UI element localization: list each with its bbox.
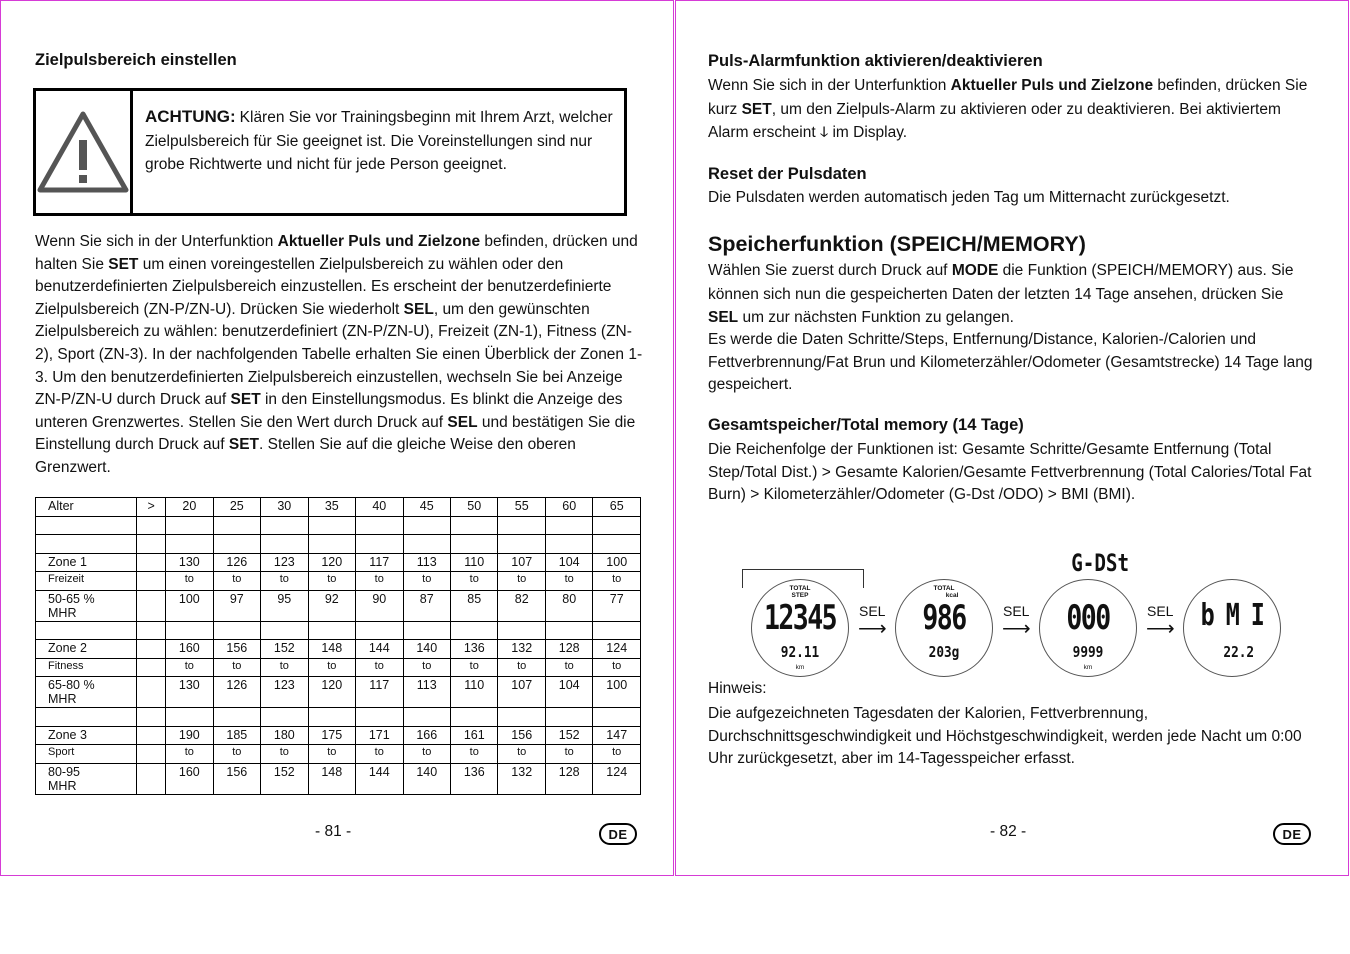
text-run: um zur nächsten Funktion zu gelangen.: [738, 309, 1014, 326]
table-cell: 45: [403, 498, 450, 517]
table-cell: [403, 535, 450, 554]
row-label: Zone 1: [36, 553, 137, 572]
table-cell: 148: [308, 763, 355, 794]
text-run: , um den Zielpuls-Alarm zu aktivieren oder zu deaktivieren. Bei aktiviertem Alarm erscheint: [708, 100, 1281, 141]
table-cell: [451, 708, 498, 727]
table-cell: 100: [593, 553, 641, 572]
table-cell: [137, 708, 166, 727]
watch-main-value: 12345: [763, 598, 837, 638]
table-cell: [356, 621, 403, 640]
table-cell: [137, 621, 166, 640]
watch-unit: km: [1083, 664, 1093, 671]
table-cell: to: [451, 572, 498, 591]
table-row: [36, 535, 641, 554]
left-page: [0, 0, 674, 876]
table-cell: 97: [213, 590, 260, 621]
table-cell: [593, 708, 641, 727]
table-cell: 160: [166, 763, 213, 794]
table-cell: 175: [308, 726, 355, 745]
table-cell: [213, 621, 260, 640]
watch-sub-value: 9999: [1072, 643, 1104, 661]
table-cell: [166, 516, 213, 535]
table-cell: to: [213, 745, 260, 764]
table-cell: [308, 516, 355, 535]
table-cell: [137, 553, 166, 572]
table-cell: 128: [545, 640, 592, 659]
sel-label-3: SEL: [1147, 603, 1174, 619]
table-cell: [137, 535, 166, 554]
table-row: [36, 621, 641, 640]
warning-message: Klären Sie vor Trainingsbeginn mit Ihrem Arzt, welcher Zielpulsbereich für Sie geeignet ist. Die Voreinstellungen sind nur grobe Richtwerte und nicht für jede Person geeignet.: [145, 109, 613, 173]
table-cell: to: [593, 658, 641, 677]
table-cell: to: [213, 572, 260, 591]
section-heading-reset: Reset der Pulsdaten: [708, 165, 867, 183]
table-cell: [308, 708, 355, 727]
table-cell: 130: [166, 677, 213, 708]
text-run: die Funktion (SPEICH/MEMORY) aus. Sie können sich nun die gespeicherten Daten der letzten 14 Tage ansehen, drücken Sie: [708, 262, 1294, 303]
memory-instructions: [708, 259, 1316, 330]
table-cell: to: [166, 658, 213, 677]
table-cell: to: [166, 572, 213, 591]
table-cell: 113: [403, 553, 450, 572]
text-run: , um den gewünschten Zielpulsbereich zu wählen: benutzerdefiniert (ZN-P/ZN-U), Freizeit (ZN-1), Fitness (ZN-2), Sport (ZN-3). In der nachfolgenden Tabelle erhalten Sie einen Überblick der Zonen 1-3. Um den benutzerdefinierten Zielpulsbereich einzustellen, wechseln Sie bei Anzeige ZN-P/ZN-U durch Druck auf: [35, 300, 643, 409]
table-cell: [213, 516, 260, 535]
table-cell: to: [261, 658, 308, 677]
table-cell: to: [308, 572, 355, 591]
row-label: Fitness: [36, 658, 137, 677]
table-cell: >: [137, 498, 166, 517]
table-row: [36, 572, 641, 591]
table-cell: [166, 621, 213, 640]
table-cell: 117: [356, 553, 403, 572]
row-label: [36, 535, 137, 554]
table-cell: 55: [498, 498, 545, 517]
warning-text: [133, 91, 624, 213]
table-cell: 40: [356, 498, 403, 517]
table-cell: 136: [451, 640, 498, 659]
table-cell: to: [545, 658, 592, 677]
table-cell: [545, 708, 592, 727]
language-badge-right: DE: [1273, 823, 1311, 845]
warning-box: [33, 88, 627, 216]
table-cell: [356, 535, 403, 554]
table-cell: [137, 677, 166, 708]
table-row: [36, 658, 641, 677]
alarm-icon: ↆ: [819, 124, 829, 141]
table-cell: 107: [498, 553, 545, 572]
watch-display-odometer: [1039, 579, 1137, 677]
table-cell: 100: [593, 677, 641, 708]
table-cell: to: [403, 658, 450, 677]
heart-rate-zone-table: [35, 497, 641, 795]
keyword: SET: [228, 436, 260, 454]
table-cell: 180: [261, 726, 308, 745]
table-cell: 35: [308, 498, 355, 517]
sel-label-1: SEL: [859, 603, 886, 619]
table-cell: [261, 621, 308, 640]
alarm-instructions: [708, 74, 1316, 145]
table-cell: 107: [498, 677, 545, 708]
table-cell: 140: [403, 763, 450, 794]
table-cell: [137, 640, 166, 659]
table-cell: 132: [498, 640, 545, 659]
sel-label-2: SEL: [1003, 603, 1030, 619]
table-cell: 87: [403, 590, 450, 621]
text-run: befinden, drücken Sie kurz: [708, 77, 1308, 118]
table-cell: 126: [213, 553, 260, 572]
keyword: SEL: [403, 300, 434, 318]
text-run: in den Einstellungsmodus. Es blinkt die Anzeige des unteren Grenzwertes. Stellen Sie den Wert durch Druck auf: [35, 391, 623, 431]
table-row: [36, 745, 641, 764]
table-cell: 120: [308, 677, 355, 708]
table-cell: to: [261, 745, 308, 764]
table-cell: [498, 535, 545, 554]
page-number-right: - 82 -: [990, 823, 1027, 840]
arrow-right-icon: ⟶: [858, 618, 887, 640]
table-cell: to: [593, 572, 641, 591]
keyword: SET: [741, 100, 772, 118]
table-cell: [356, 708, 403, 727]
table-cell: [498, 708, 545, 727]
row-label: Freizeit: [36, 572, 137, 591]
table-cell: 100: [166, 590, 213, 621]
table-cell: [545, 516, 592, 535]
table-cell: to: [356, 745, 403, 764]
table-cell: 123: [261, 677, 308, 708]
table-cell: [545, 535, 592, 554]
table-cell: 110: [451, 553, 498, 572]
watch-display-total-kcal: [895, 579, 993, 677]
table-cell: 90: [356, 590, 403, 621]
table-cell: 148: [308, 640, 355, 659]
table-cell: 128: [545, 763, 592, 794]
table-cell: to: [356, 572, 403, 591]
table-cell: 160: [166, 640, 213, 659]
table-cell: to: [498, 745, 545, 764]
table-cell: to: [308, 658, 355, 677]
table-cell: 80: [545, 590, 592, 621]
table-cell: to: [166, 745, 213, 764]
warning-icon: [36, 91, 133, 213]
table-cell: 124: [593, 763, 641, 794]
table-cell: 140: [403, 640, 450, 659]
table-cell: to: [451, 658, 498, 677]
watch-top-label: TOTAL STEP: [789, 585, 811, 599]
table-cell: to: [593, 745, 641, 764]
table-cell: 156: [213, 763, 260, 794]
text-run: Wenn Sie sich in der Unterfunktion: [708, 77, 951, 94]
table-cell: [403, 516, 450, 535]
text-run: befinden, drücken und halten Sie: [35, 233, 638, 273]
table-cell: [261, 708, 308, 727]
keyword: Aktueller Puls und Zielzone: [277, 233, 481, 250]
watch-main-value: b M I: [1200, 598, 1264, 633]
table-cell: 60: [545, 498, 592, 517]
row-label: Zone 3: [36, 726, 137, 745]
table-cell: [498, 621, 545, 640]
watch-main-value: 986: [922, 598, 966, 638]
arrow-right-icon: ⟶: [1002, 618, 1031, 640]
table-cell: 132: [498, 763, 545, 794]
table-cell: 65: [593, 498, 641, 517]
table-cell: to: [498, 658, 545, 677]
table-cell: 152: [545, 726, 592, 745]
row-label: [36, 621, 137, 640]
hint-heading: Hinweis:: [708, 680, 767, 697]
table-row: [36, 640, 641, 659]
watch-main-value: 000: [1066, 598, 1110, 638]
language-badge-left: DE: [599, 823, 637, 845]
section-heading-total-memory: Gesamtspeicher/Total memory (14 Tage): [708, 416, 1024, 434]
table-cell: to: [498, 572, 545, 591]
table-cell: to: [403, 745, 450, 764]
table-cell: to: [308, 745, 355, 764]
table-cell: 136: [451, 763, 498, 794]
table-cell: [261, 535, 308, 554]
table-cell: [451, 516, 498, 535]
table-cell: to: [451, 745, 498, 764]
table-cell: to: [213, 658, 260, 677]
keyword: SEL: [447, 413, 478, 431]
table-cell: 110: [451, 677, 498, 708]
reset-text: Die Pulsdaten werden automatisch jeden Tag um Mitternacht zurückgesetzt.: [708, 189, 1230, 206]
section-heading-memory: Speicherfunktion (SPEICH/MEMORY): [708, 232, 1086, 256]
table-cell: 82: [498, 590, 545, 621]
table-row: [36, 708, 641, 727]
table-cell: 144: [356, 640, 403, 659]
table-cell: [498, 516, 545, 535]
row-label: 80-95 MHR: [36, 763, 137, 794]
table-cell: [166, 708, 213, 727]
table-cell: [593, 621, 641, 640]
arrow-right-icon: ⟶: [1146, 618, 1175, 640]
warning-label: ACHTUNG:: [145, 107, 236, 126]
table-cell: [593, 516, 641, 535]
keyword: SET: [108, 255, 139, 273]
watch-sub-value: 203g: [928, 643, 960, 661]
table-cell: to: [545, 572, 592, 591]
table-cell: 50: [451, 498, 498, 517]
table-cell: 123: [261, 553, 308, 572]
table-cell: 104: [545, 553, 592, 572]
table-cell: [593, 535, 641, 554]
table-cell: 77: [593, 590, 641, 621]
table-cell: to: [356, 658, 403, 677]
page-number-left: - 81 -: [315, 823, 352, 840]
table-cell: [451, 621, 498, 640]
table-cell: [356, 516, 403, 535]
table-cell: 144: [356, 763, 403, 794]
table-cell: 152: [261, 763, 308, 794]
table-cell: [451, 535, 498, 554]
table-cell: 130: [166, 553, 213, 572]
table-row: [36, 590, 641, 621]
table-row: [36, 498, 641, 517]
table-cell: 124: [593, 640, 641, 659]
row-label: Alter: [36, 498, 137, 517]
table-cell: [137, 516, 166, 535]
text-run: und bestätigen Sie die Einstellung durch Druck auf: [35, 413, 636, 454]
table-cell: [213, 708, 260, 727]
table-row: [36, 553, 641, 572]
keyword: SEL: [708, 309, 739, 326]
table-cell: 126: [213, 677, 260, 708]
table-cell: 156: [213, 640, 260, 659]
table-cell: [137, 658, 166, 677]
table-cell: 92: [308, 590, 355, 621]
table-cell: [308, 621, 355, 640]
text-run: im Display.: [828, 124, 908, 141]
row-label: [36, 708, 137, 727]
table-cell: 161: [451, 726, 498, 745]
table-cell: [137, 572, 166, 591]
row-label: Zone 2: [36, 640, 137, 659]
table-cell: 95: [261, 590, 308, 621]
table-cell: [545, 621, 592, 640]
table-cell: 147: [593, 726, 641, 745]
table-row: [36, 763, 641, 794]
row-label: 50-65 % MHR: [36, 590, 137, 621]
zielpuls-instructions: [35, 231, 643, 480]
table-cell: 185: [213, 726, 260, 745]
table-cell: 85: [451, 590, 498, 621]
table-cell: [403, 708, 450, 727]
table-cell: 25: [213, 498, 260, 517]
table-cell: to: [261, 572, 308, 591]
table-cell: [137, 590, 166, 621]
table-cell: to: [545, 745, 592, 764]
table-cell: 152: [261, 640, 308, 659]
table-cell: 171: [356, 726, 403, 745]
table-cell: 20: [166, 498, 213, 517]
watch-display-bmi: [1183, 579, 1281, 677]
total-memory-text: Die Reichenfolge der Funktionen ist: Gesamte Schritte/Gesamte Entfernung (Total Step/Total Dist.) > Gesamte Kalorien/Gesamte Fettverbrennung (Total Calories/Total Fat Burn) > Kilometerzähler/Odometer (G-Dst /ODO) > BMI (BMI).: [708, 441, 1312, 504]
table-cell: 156: [498, 726, 545, 745]
right-page: [675, 0, 1349, 876]
table-cell: to: [403, 572, 450, 591]
keyword: MODE: [951, 262, 999, 279]
table-row: [36, 516, 641, 535]
table-row: [36, 677, 641, 708]
table-cell: [213, 535, 260, 554]
table-cell: [137, 763, 166, 794]
table-cell: 120: [308, 553, 355, 572]
table-row: [36, 726, 641, 745]
row-label: [36, 516, 137, 535]
row-label: 65-80 % MHR: [36, 677, 137, 708]
text-run: . Stellen Sie auf die gleiche Weise den oberen Grenzwert.: [35, 436, 576, 476]
table-cell: [308, 535, 355, 554]
hint-text: Die aufgezeichneten Tagesdaten der Kalorien, Fettverbrennung, Durchschnittsgeschwindigkeit und Höchstgeschwindigkeit, werden jede Nacht um 0:00 Uhr zurückgesetzt, aber im 14-Tagesspeicher erfasst.: [708, 705, 1302, 768]
table-cell: [403, 621, 450, 640]
section-heading-alarm: Puls-Alarmfunktion aktivieren/deaktivieren: [708, 52, 1043, 70]
keyword: Aktueller Puls und Zielzone: [950, 77, 1154, 94]
watch-sub-value: 92.11: [780, 643, 820, 661]
text-run: Wählen Sie zuerst durch Druck auf: [708, 262, 952, 279]
g-dst-display-label: G-DSt: [1071, 549, 1130, 577]
watch-top-label: TOTAL kcal: [933, 585, 959, 599]
row-label: Sport: [36, 745, 137, 764]
table-cell: 30: [261, 498, 308, 517]
table-cell: 166: [403, 726, 450, 745]
watch-sub-value: 22.2: [1223, 643, 1255, 661]
table-cell: [137, 726, 166, 745]
table-cell: 113: [403, 677, 450, 708]
watch-unit: km: [795, 664, 805, 671]
table-cell: [261, 516, 308, 535]
text-run: Wenn Sie sich in der Unterfunktion: [35, 233, 278, 250]
keyword: SET: [230, 391, 261, 409]
section-heading-zielpuls: Zielpulsbereich einstellen: [35, 51, 237, 69]
table-cell: 190: [166, 726, 213, 745]
table-cell: [166, 535, 213, 554]
watch-display-total-step: [751, 579, 849, 677]
table-cell: 117: [356, 677, 403, 708]
memory-stored-data: Es werde die Daten Schritte/Steps, Entfernung/Distance, Kalorien-/Calorien und Fettverbrennung/Fat Brun und Kilometerzähler/Odometer (Gesamtstrecke) 14 Tage lang gespeichert.: [708, 331, 1313, 394]
table-cell: [137, 745, 166, 764]
text-run: um einen voreingestellen Zielpulsbereich zu wählen oder den benutzerdefinierten Zielpulsbereich einzustellen. Es erscheint der benutzerdefinierte Zielpulsbereich (ZN-P/ZN-U). Drücken Sie wiederholt: [35, 255, 612, 318]
table-cell: 104: [545, 677, 592, 708]
